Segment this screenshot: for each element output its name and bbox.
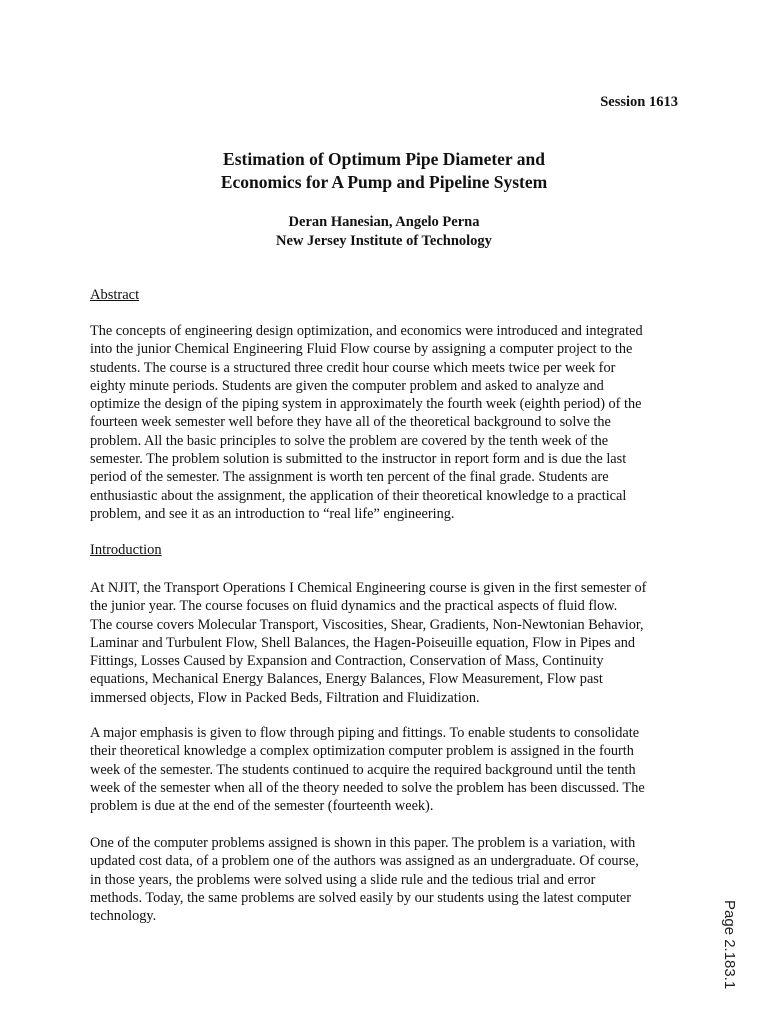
title-line-2: Economics for A Pump and Pipeline System	[220, 172, 548, 192]
paragraph-line: updated cost data, of a problem one of the authors was assigned as an undergraduate. Of course,	[90, 853, 639, 870]
paragraph-line: technology.	[90, 908, 157, 925]
paragraph-line: optimize the design of the piping system in approximately the fourth week (eighth period) of the	[90, 396, 642, 413]
paragraph-line: One of the computer problems assigned is shown in this paper. The problem is a variation, with	[90, 835, 636, 851]
paragraph-line: immersed objects, Flow in Packed Beds, Filtration and Fluidization.	[90, 689, 480, 706]
abstract-paragraph	[90, 322, 682, 523]
paragraph-line: eighty minute periods. Students are given the computer problem and asked to analyze and	[90, 377, 604, 394]
paragraph-line: methods. Today, the same problems are solved easily by our students using the latest computer	[90, 889, 631, 906]
introduction-paragraph-3	[90, 834, 682, 925]
paragraph-line: their theoretical knowledge a complex optimization computer problem is assigned in the fourth	[90, 743, 634, 760]
paragraph-line: The course covers Molecular Transport, Viscosities, Shear, Gradients, Non-Newtonian Behavior,	[90, 616, 644, 633]
title-line-1: Estimation of Optimum Pipe Diameter and	[223, 149, 545, 169]
paragraph-line: Fittings, Losses Caused by Expansion and Contraction, Conservation of Mass, Continuity	[90, 653, 604, 670]
paragraph-line: enthusiastic about the assignment, the application of their theoretical knowledge to a practical	[90, 487, 627, 504]
paragraph-line: period of the semester. The assignment is worth ten percent of the final grade. Students are	[90, 469, 609, 486]
paragraph-line: equations, Mechanical Energy Balances, Energy Balances, Flow Measurement, Flow past	[90, 671, 603, 688]
paragraph-line: A major emphasis is given to flow through piping and fittings. To enable students to consolidate	[90, 725, 640, 741]
session-label: Session 1613	[600, 94, 678, 110]
paragraph-line: students. The course is a structured three credit hour course which meets twice per week for	[90, 359, 616, 376]
paragraph-line: problem is due at the end of the semester (fourteenth week).	[90, 798, 434, 815]
paragraph-line: problem. All the basic principles to solve the problem are covered by the tenth week of the	[90, 432, 609, 449]
introduction-paragraph-1	[90, 579, 682, 707]
paragraph-line: fourteen week semester well before they have all of the theoretical background to solve the	[90, 414, 611, 431]
page-number-label: Page 2.183.1	[721, 900, 738, 990]
abstract-heading: Abstract	[90, 287, 140, 303]
paragraph-line: At NJIT, the Transport Operations I Chemical Engineering course is given in the first semester of	[90, 580, 647, 596]
paragraph-line: the junior year. The course focuses on fluid dynamics and the practical aspects of fluid flow.	[90, 598, 618, 615]
paper-title	[0, 148, 768, 194]
author-affiliation: New Jersey Institute of Technology	[276, 233, 492, 249]
paragraph-line: problem, and see it as an introduction to “real life” engineering.	[90, 505, 455, 522]
paragraph-line: week of the semester. The students continued to acquire the required background until the tenth	[90, 761, 636, 778]
introduction-heading: Introduction	[90, 542, 162, 558]
author-names: Deran Hanesian, Angelo Perna	[288, 214, 480, 230]
introduction-paragraph-2	[90, 724, 682, 815]
paragraph-line: into the junior Chemical Engineering Fluid Flow course by assigning a computer project to the	[90, 341, 633, 358]
paragraph-line: semester. The problem solution is submitted to the instructor in report form and is due the last	[90, 451, 627, 468]
paragraph-line: week of the semester when all of the theory needed to solve the problem has been discussed. The	[90, 779, 645, 796]
paragraph-line: The concepts of engineering design optimization, and economics were introduced and integrated	[90, 323, 643, 339]
author-block	[0, 213, 768, 251]
paragraph-line: in those years, the problems were solved using a slide rule and the tedious trial and error	[90, 871, 596, 888]
paragraph-line: Laminar and Turbulent Flow, Shell Balances, the Hagen-Poiseuille equation, Flow in Pipes and	[90, 634, 636, 651]
